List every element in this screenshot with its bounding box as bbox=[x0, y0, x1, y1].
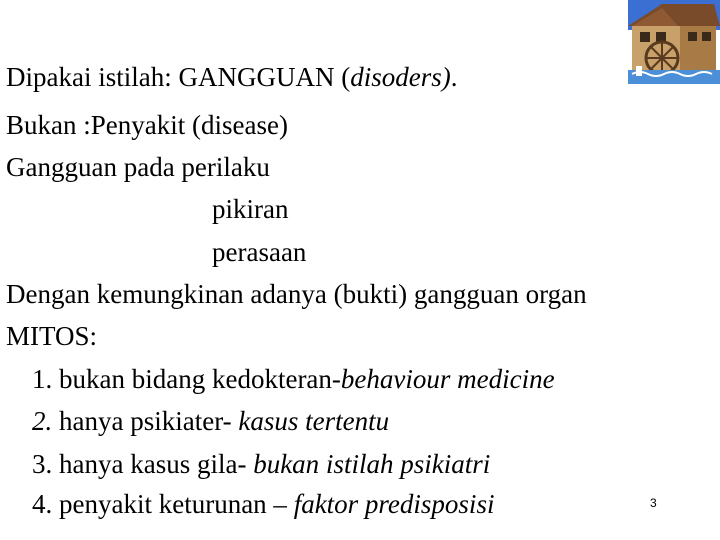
page-number: 3 bbox=[650, 496, 657, 510]
myth-text: 3. hanya kasus gila- bbox=[32, 449, 254, 479]
myth-number: 2. bbox=[32, 406, 53, 436]
myth-italic-text: kasus tertentu bbox=[238, 406, 390, 436]
line-text: perasaan bbox=[212, 237, 307, 267]
myth-italic-text: bukan istilah psikiatri bbox=[253, 449, 491, 479]
myth-item-1 bbox=[32, 363, 555, 395]
line-text: MITOS: bbox=[6, 321, 98, 351]
slide-line-6 bbox=[6, 278, 587, 310]
myth-text: 1. bukan bidang kedokteran- bbox=[32, 364, 341, 394]
slide-line-3 bbox=[6, 151, 270, 183]
slide-line-1 bbox=[6, 61, 457, 93]
line-text: Dengan kemungkinan adanya (bukti) gangguan organ bbox=[6, 279, 587, 309]
slide-line-4 bbox=[212, 193, 288, 225]
slide-line-7 bbox=[6, 320, 97, 352]
line-text: pikiran bbox=[212, 194, 289, 224]
myth-italic-text: behaviour medicine bbox=[340, 364, 555, 394]
line-text: Bukan :Penyakit (disease) bbox=[6, 110, 288, 140]
line-tail-text: . bbox=[450, 62, 458, 92]
myth-text: hanya psikiater- bbox=[52, 406, 239, 436]
myth-text: 4. penyakit keturunan – bbox=[32, 489, 294, 519]
myth-item-4 bbox=[32, 488, 494, 520]
myth-italic-text: faktor predisposisi bbox=[293, 489, 495, 519]
line-text: Gangguan pada perilaku bbox=[6, 152, 270, 182]
myth-item-2 bbox=[32, 405, 389, 437]
line-text: Dipakai istilah: GANGGUAN ( bbox=[6, 62, 351, 92]
myth-item-3 bbox=[32, 448, 490, 480]
watermill-house-icon bbox=[622, 0, 720, 84]
slide-line-5 bbox=[212, 236, 306, 268]
slide-line-2 bbox=[6, 109, 288, 141]
line-italic-text: disoders) bbox=[350, 62, 451, 92]
